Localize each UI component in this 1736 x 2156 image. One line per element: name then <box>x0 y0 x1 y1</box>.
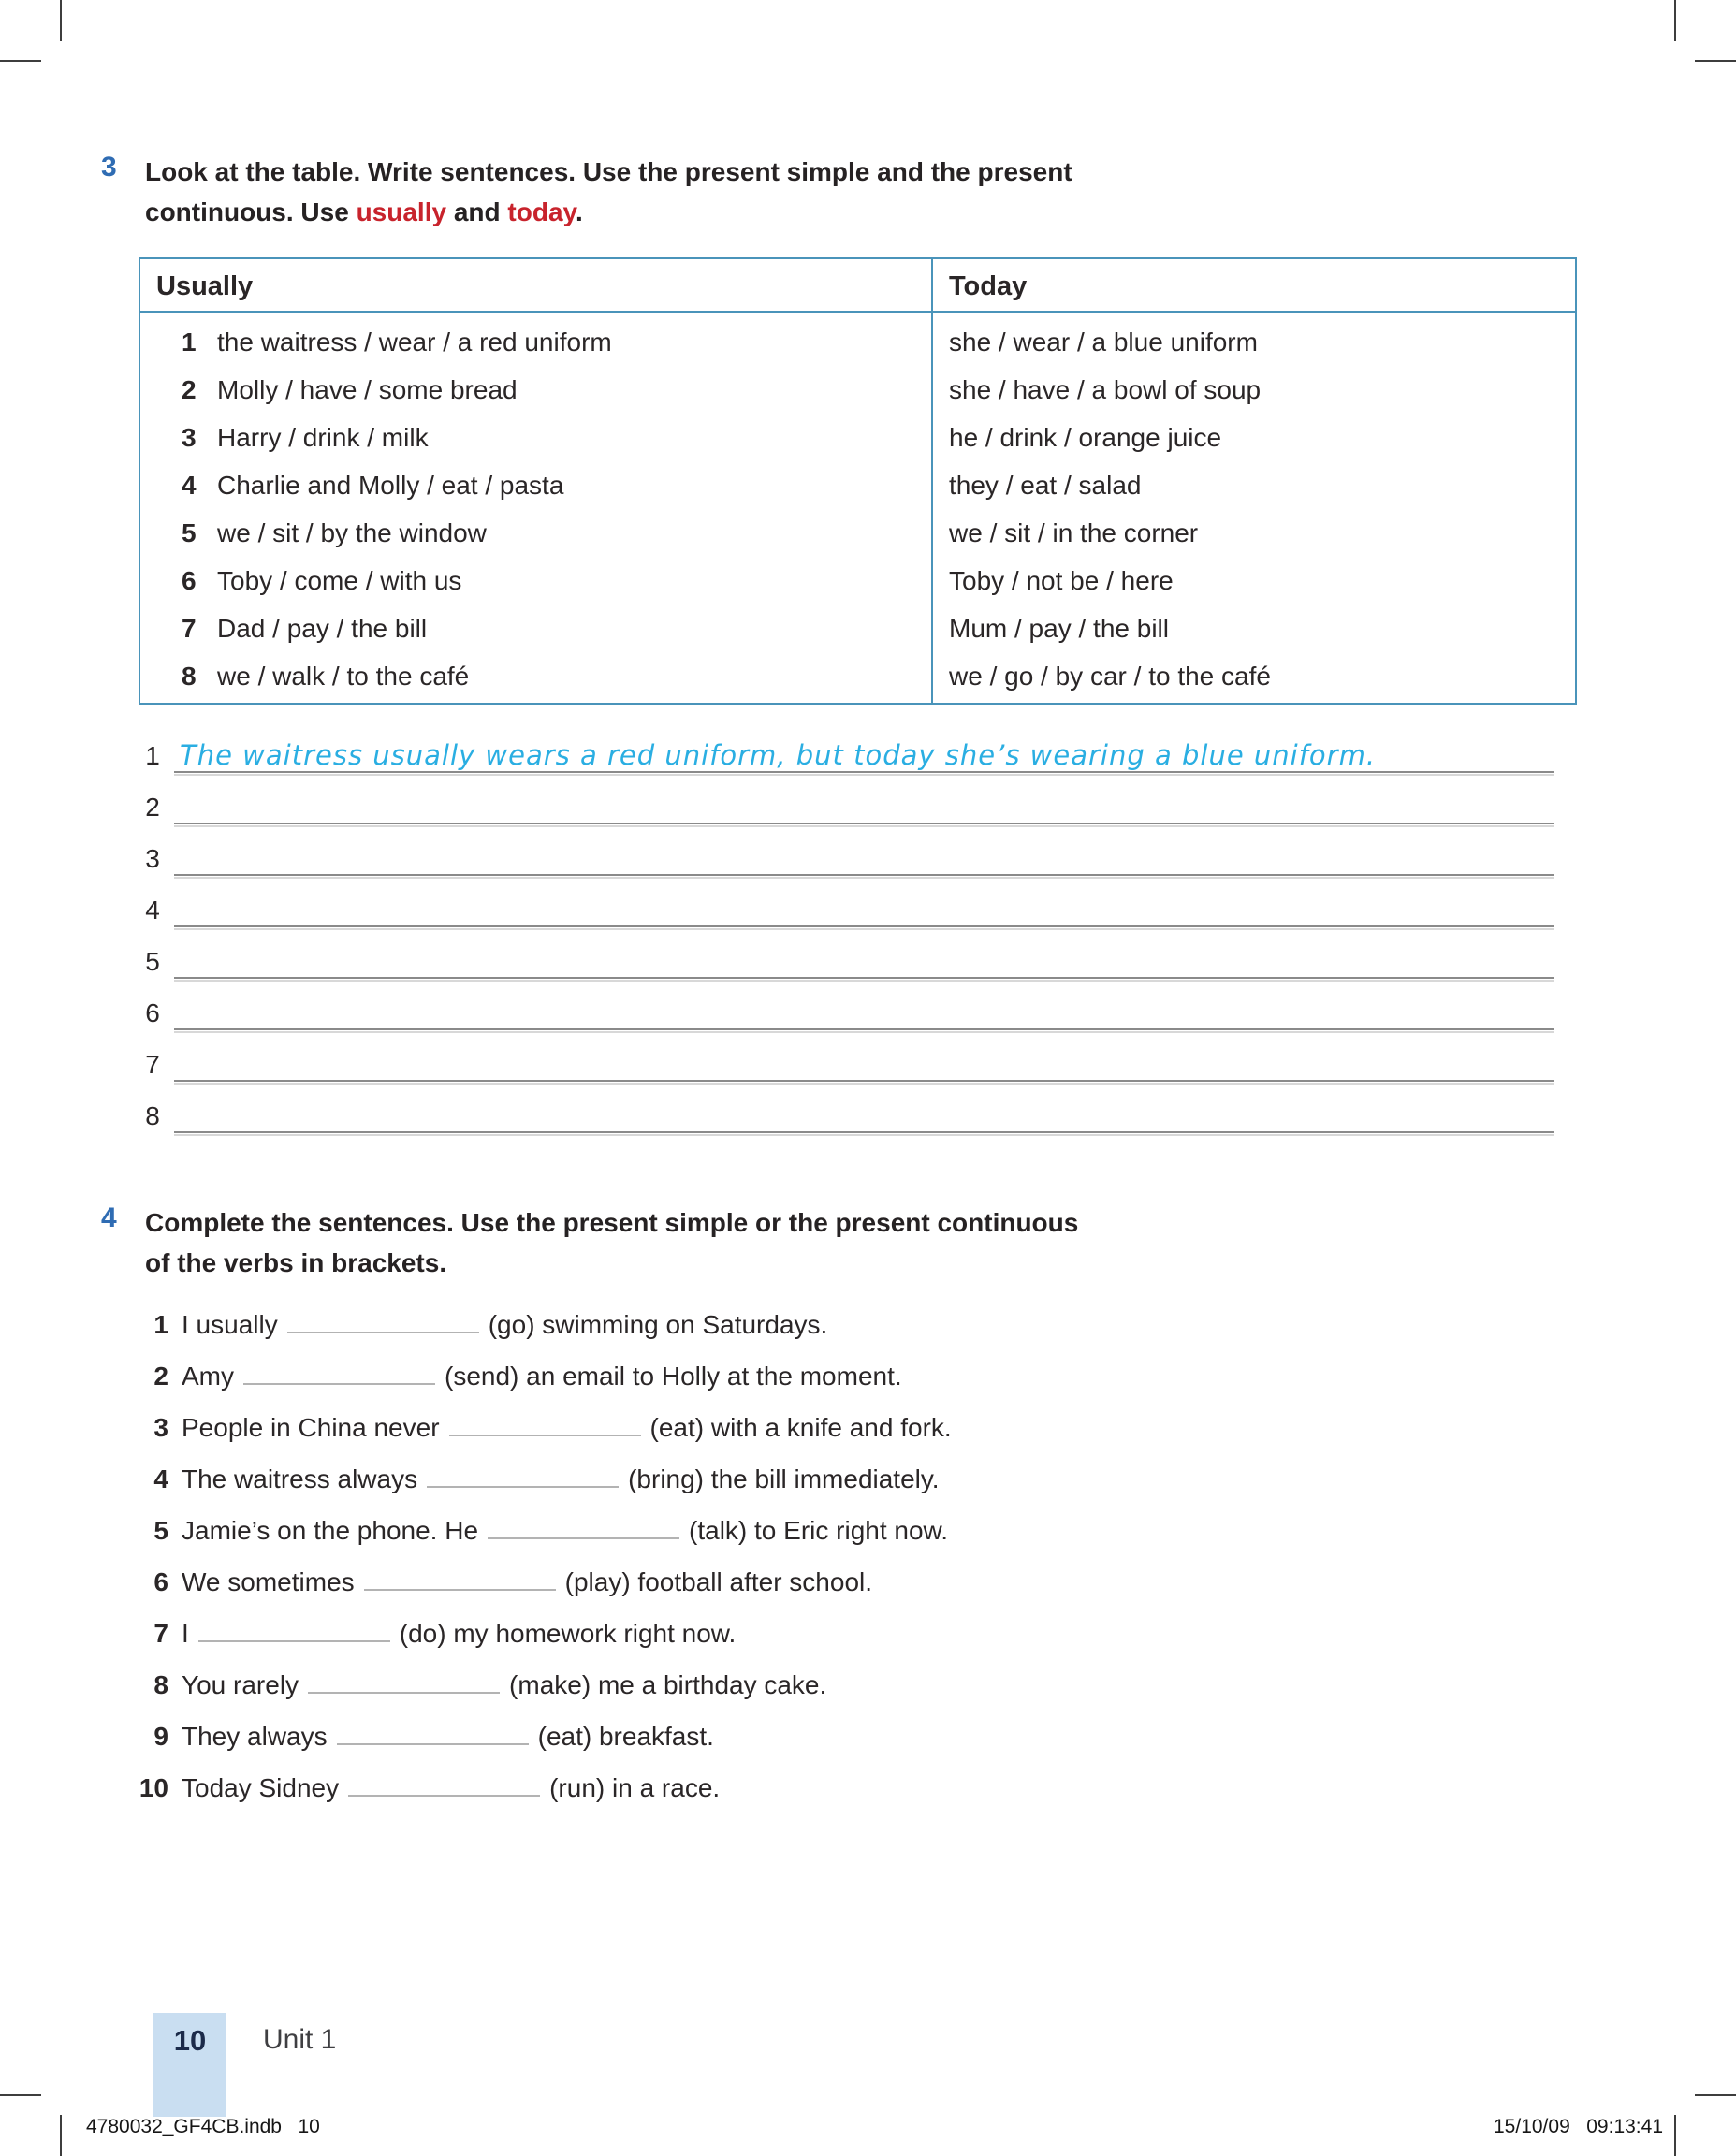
item-text-before: Jamie’s on the phone. He <box>182 1516 479 1545</box>
answer-line[interactable] <box>174 925 1554 927</box>
table-row: we / sit / in the corner <box>949 517 1199 547</box>
table-row: she / have / a bowl of soup <box>949 374 1262 404</box>
item-text-after: (send) an email to Holly at the moment. <box>445 1362 902 1391</box>
exercise4-number: 4 <box>101 1202 117 1233</box>
table-row: 1 the waitress / wear / a red uniform <box>182 327 612 357</box>
item-text-before: We sometimes <box>182 1567 355 1596</box>
table-column-today <box>933 313 1575 703</box>
crop-mark-top-left-horizontal <box>0 60 41 62</box>
item-text-after: (eat) with a knife and fork. <box>649 1413 952 1442</box>
sentence-item-2: 2 Amy (send) an email to Holly at the moment. <box>153 1362 902 1391</box>
sentence-item-10: 10 Today Sidney (run) in a race. <box>139 1773 721 1802</box>
exercise4-instruction-line2: of the verbs in brackets. <box>145 1248 447 1277</box>
fill-in-blank[interactable] <box>198 1637 390 1642</box>
table-header-today: Today <box>949 271 1028 301</box>
table-row: he / drink / orange juice <box>949 422 1222 452</box>
item-text-after: (go) swimming on Saturdays. <box>488 1310 828 1339</box>
sentence-item-1: 1 I usually (go) swimming on Saturdays. <box>153 1310 828 1339</box>
item-text-after: (bring) the bill immediately. <box>628 1464 940 1493</box>
table-row: 4 Charlie and Molly / eat / pasta <box>182 470 564 500</box>
answer-line[interactable] <box>174 823 1554 824</box>
exercise4-items <box>139 1299 1598 1814</box>
answer-line[interactable] <box>174 771 1554 773</box>
table-row: 2 Molly / have / some bread <box>182 374 518 404</box>
fill-in-blank[interactable] <box>427 1482 619 1488</box>
sentence-item-7: 7 I (do) my homework right now. <box>153 1619 737 1648</box>
item-text-before: The waitress always <box>182 1464 418 1493</box>
answer-line[interactable] <box>174 977 1554 979</box>
fill-in-blank[interactable] <box>287 1328 479 1333</box>
crop-mark-top-right-vertical <box>1674 0 1676 41</box>
item-text-after: (make) me a birthday cake. <box>509 1670 827 1699</box>
crop-mark-bottom-left-horizontal <box>0 2094 41 2096</box>
exercise3-instruction <box>145 152 1072 232</box>
table-row: 5 we / sit / by the window <box>182 517 487 547</box>
answer-row-6: 6 <box>139 991 1554 1030</box>
fill-in-blank[interactable] <box>488 1534 679 1539</box>
crop-mark-bottom-right-horizontal <box>1695 2094 1736 2096</box>
table-column-usually <box>140 313 933 703</box>
table-row: they / eat / salad <box>949 470 1142 500</box>
item-text-after: (do) my homework right now. <box>399 1619 737 1648</box>
highlight-usually: usually <box>356 197 447 226</box>
exercise3-instruction-line2: continuous. Use usually and today. <box>145 197 583 226</box>
answer-row-7: 7 <box>139 1042 1554 1082</box>
answer-row-2: 2 <box>139 785 1554 824</box>
crop-mark-bottom-left-vertical <box>60 2115 62 2156</box>
table-row: Toby / not be / here <box>949 565 1174 595</box>
item-text-after: (run) in a race. <box>549 1773 721 1802</box>
page-number-box <box>153 2013 226 2117</box>
handwritten-answer: The waitress usually wears a red uniform, but today she’s wearing a blue uniform. <box>180 739 1377 771</box>
table-row: she / wear / a blue uniform <box>949 327 1258 357</box>
sentence-item-3: 3 People in China never (eat) with a knife and fork. <box>153 1413 952 1442</box>
sentence-item-9: 9 They always (eat) breakfast. <box>153 1722 714 1751</box>
imprint-timestamp: 15/10/09 09:13:41 <box>1494 2116 1663 2137</box>
sentence-item-4: 4 The waitress always (bring) the bill immediately. <box>153 1464 940 1493</box>
exercise4-instruction-line1: Complete the sentences. Use the present simple or the present continuous <box>145 1208 1079 1237</box>
grammar-table-header <box>140 259 1575 313</box>
crop-mark-top-right-horizontal <box>1695 60 1736 62</box>
table-row: 3 Harry / drink / milk <box>182 422 429 452</box>
exercise3-instruction-line1: Look at the table. Write sentences. Use the present simple and the present <box>145 157 1072 186</box>
page-number: 10 <box>173 2024 207 2057</box>
item-text-before: I <box>182 1619 189 1648</box>
highlight-today: today <box>507 197 576 226</box>
table-row: 8 we / walk / to the café <box>182 661 470 691</box>
fill-in-blank[interactable] <box>308 1688 500 1694</box>
item-text-before: Today Sidney <box>182 1773 340 1802</box>
item-text-after: (play) football after school. <box>564 1567 873 1596</box>
answer-row-5: 5 <box>139 940 1554 979</box>
crop-mark-bottom-right-vertical <box>1674 2115 1676 2156</box>
item-text-before: Amy <box>182 1362 234 1391</box>
exercise4-instruction <box>145 1202 1078 1283</box>
table-row: 6 Toby / come / with us <box>182 565 462 595</box>
table-row: 7 Dad / pay / the bill <box>182 613 428 643</box>
item-text-before: People in China never <box>182 1413 440 1442</box>
fill-in-blank[interactable] <box>364 1585 556 1591</box>
imprint-file-info: 4780032_GF4CB.indb 10 <box>86 2116 320 2137</box>
sentence-item-8: 8 You rarely (make) me a birthday cake. <box>153 1670 827 1699</box>
fill-in-blank[interactable] <box>449 1431 641 1436</box>
answer-line[interactable] <box>174 1131 1554 1133</box>
table-row: Mum / pay / the bill <box>949 613 1169 643</box>
fill-in-blank[interactable] <box>243 1379 435 1385</box>
crop-mark-top-left-vertical <box>60 0 62 41</box>
answer-line[interactable] <box>174 1080 1554 1082</box>
exercise3-answer-lines <box>139 719 1554 1149</box>
item-text-before: You rarely <box>182 1670 299 1699</box>
answer-line[interactable] <box>174 874 1554 876</box>
answer-row-3: 3 <box>139 837 1554 876</box>
grammar-table <box>139 257 1577 705</box>
sentence-item-6: 6 We sometimes (play) football after school. <box>153 1567 873 1596</box>
grammar-table-body <box>140 313 1575 703</box>
item-text-after: (talk) to Eric right now. <box>689 1516 949 1545</box>
sentence-item-5: 5 Jamie’s on the phone. He (talk) to Eric right now. <box>153 1516 949 1545</box>
table-header-usually: Usually <box>140 259 933 311</box>
item-text-before: They always <box>182 1722 328 1751</box>
answer-row-8: 8 <box>139 1094 1554 1133</box>
fill-in-blank[interactable] <box>348 1791 540 1797</box>
answer-line[interactable] <box>174 1028 1554 1030</box>
unit-label: Unit 1 <box>263 2024 337 2055</box>
item-text-after: (eat) breakfast. <box>537 1722 714 1751</box>
fill-in-blank[interactable] <box>337 1740 529 1745</box>
table-row: we / go / by car / to the café <box>949 661 1271 691</box>
exercise3-number: 3 <box>101 152 117 182</box>
answer-row-4: 4 <box>139 888 1554 927</box>
item-text-before: I usually <box>182 1310 278 1339</box>
answer-row-1: 1 The waitress usually wears a red uniform, but today she’s wearing a blue uniform. <box>139 734 1554 773</box>
